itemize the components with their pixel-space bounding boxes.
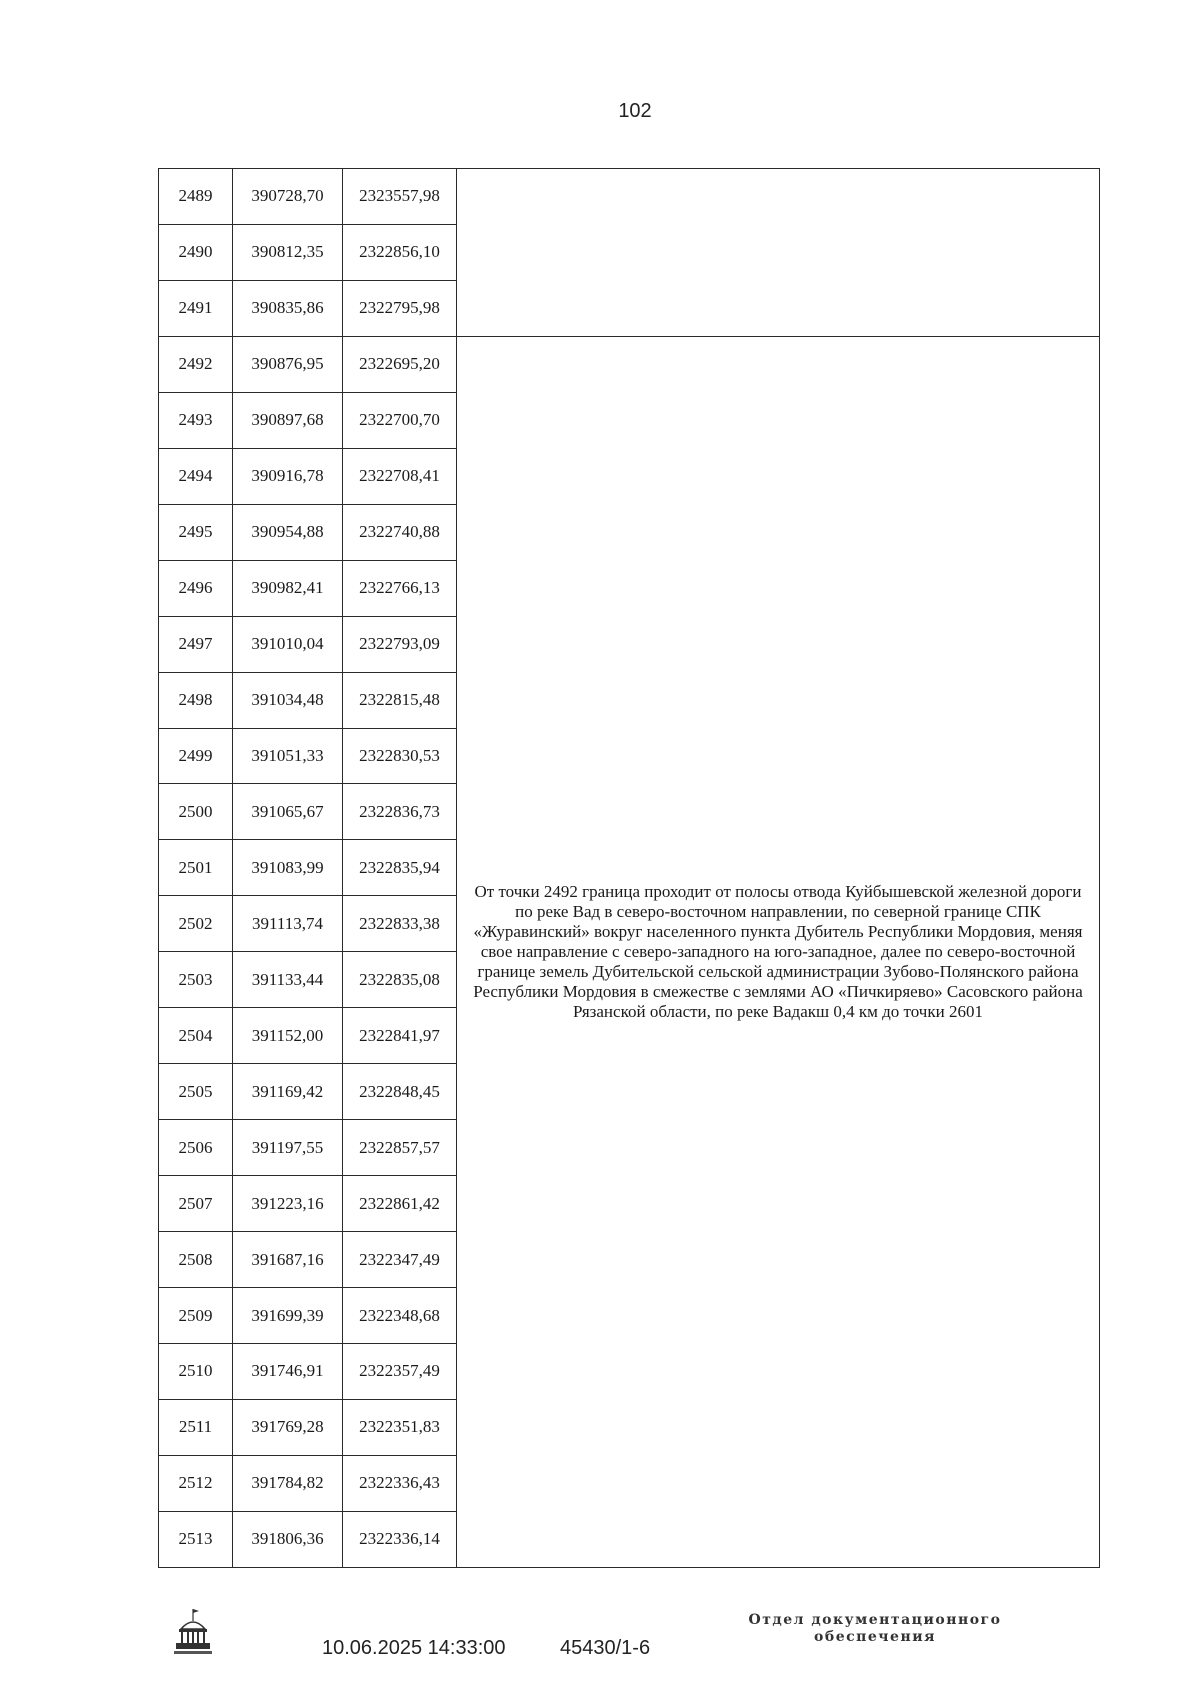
coordinate-y-cell: 2322347,49 xyxy=(343,1232,457,1288)
point-number-cell: 2499 xyxy=(159,728,233,784)
coordinate-x-cell: 391197,55 xyxy=(233,1120,343,1176)
coordinate-y-cell: 2322793,09 xyxy=(343,616,457,672)
footer-datetime: 10.06.2025 14:33:00 xyxy=(322,1637,506,1659)
coordinate-x-cell: 390835,86 xyxy=(233,280,343,336)
coordinate-y-cell: 2322357,49 xyxy=(343,1344,457,1400)
coordinate-y-cell: 2322348,68 xyxy=(343,1288,457,1344)
point-number-cell: 2495 xyxy=(159,504,233,560)
coordinate-x-cell: 390954,88 xyxy=(233,504,343,560)
coordinate-x-cell: 391699,39 xyxy=(233,1288,343,1344)
coordinate-y-cell: 2322836,73 xyxy=(343,784,457,840)
point-number-cell: 2508 xyxy=(159,1232,233,1288)
coordinate-x-cell: 390812,35 xyxy=(233,224,343,280)
table-row xyxy=(159,169,1100,225)
coordinate-y-cell: 2323557,98 xyxy=(343,169,457,225)
point-number-cell: 2493 xyxy=(159,392,233,448)
point-number-cell: 2511 xyxy=(159,1399,233,1455)
coordinate-x-cell: 391113,74 xyxy=(233,896,343,952)
coordinate-y-cell: 2322351,83 xyxy=(343,1399,457,1455)
coordinate-y-cell: 2322700,70 xyxy=(343,392,457,448)
point-number-cell: 2513 xyxy=(159,1511,233,1567)
point-number-cell: 2500 xyxy=(159,784,233,840)
coordinate-x-cell: 390728,70 xyxy=(233,169,343,225)
coordinates-table xyxy=(158,168,1100,1568)
coordinate-y-cell: 2322695,20 xyxy=(343,336,457,392)
department-stamp xyxy=(735,1612,1015,1646)
coordinate-x-cell: 391152,00 xyxy=(233,1008,343,1064)
point-number-cell: 2494 xyxy=(159,448,233,504)
stamp-line-2: обеспечения xyxy=(814,1629,936,1645)
table-row xyxy=(159,336,1100,392)
footer-document-number: 45430/1-6 xyxy=(560,1637,651,1659)
coordinate-y-cell: 2322856,10 xyxy=(343,224,457,280)
coordinate-y-cell: 2322857,57 xyxy=(343,1120,457,1176)
point-number-cell: 2502 xyxy=(159,896,233,952)
point-number-cell: 2501 xyxy=(159,840,233,896)
coordinate-y-cell: 2322740,88 xyxy=(343,504,457,560)
coordinate-x-cell: 391784,82 xyxy=(233,1455,343,1511)
point-number-cell: 2490 xyxy=(159,224,233,280)
coordinate-y-cell: 2322795,98 xyxy=(343,280,457,336)
coordinate-x-cell: 391065,67 xyxy=(233,784,343,840)
point-number-cell: 2509 xyxy=(159,1288,233,1344)
page-number: 102 xyxy=(618,100,652,122)
point-number-cell: 2507 xyxy=(159,1176,233,1232)
coordinate-x-cell: 391133,44 xyxy=(233,952,343,1008)
coordinate-y-cell: 2322336,14 xyxy=(343,1511,457,1567)
coordinate-x-cell: 391223,16 xyxy=(233,1176,343,1232)
coordinate-x-cell: 391010,04 xyxy=(233,616,343,672)
point-number-cell: 2498 xyxy=(159,672,233,728)
coordinate-x-cell: 390876,95 xyxy=(233,336,343,392)
coordinate-x-cell: 390982,41 xyxy=(233,560,343,616)
coordinate-y-cell: 2322766,13 xyxy=(343,560,457,616)
coordinate-x-cell: 391051,33 xyxy=(233,728,343,784)
coordinate-x-cell: 391806,36 xyxy=(233,1511,343,1567)
coordinate-y-cell: 2322708,41 xyxy=(343,448,457,504)
coordinate-y-cell: 2322841,97 xyxy=(343,1008,457,1064)
coordinate-x-cell: 391746,91 xyxy=(233,1344,343,1400)
coordinates-table-body xyxy=(159,169,1100,1568)
point-number-cell: 2506 xyxy=(159,1120,233,1176)
coordinate-x-cell: 390916,78 xyxy=(233,448,343,504)
duma-building-icon xyxy=(172,1607,214,1657)
point-number-cell: 2510 xyxy=(159,1344,233,1400)
point-number-cell: 2504 xyxy=(159,1008,233,1064)
coordinate-x-cell: 391083,99 xyxy=(233,840,343,896)
point-number-cell: 2492 xyxy=(159,336,233,392)
coordinate-x-cell: 391169,42 xyxy=(233,1064,343,1120)
coordinate-y-cell: 2322833,38 xyxy=(343,896,457,952)
point-number-cell: 2512 xyxy=(159,1455,233,1511)
coordinate-y-cell: 2322848,45 xyxy=(343,1064,457,1120)
coordinate-y-cell: 2322336,43 xyxy=(343,1455,457,1511)
coordinate-y-cell: 2322815,48 xyxy=(343,672,457,728)
point-number-cell: 2489 xyxy=(159,169,233,225)
coordinates-table-container xyxy=(158,168,1100,1568)
coordinate-x-cell: 391034,48 xyxy=(233,672,343,728)
coordinate-x-cell: 390897,68 xyxy=(233,392,343,448)
point-number-cell: 2496 xyxy=(159,560,233,616)
point-number-cell: 2505 xyxy=(159,1064,233,1120)
coordinate-x-cell: 391687,16 xyxy=(233,1232,343,1288)
boundary-description-cell: От точки 2492 граница проходит от полосы отвода Куйбышевской железной дороги по реке Вад в северо-восточном направлении, по северной границе СПК «Журавинский» вокруг населенного пункта Дубитель Республики Мордовия, меняя свое направление с северо-западного на юго-западное, далее по северо-восточной границе земель Дубительской сельской администрации Зубово-Полянского района Республики Мордовия в смежестве с землями АО «Пичкиряево» Сасовского района Рязанской области, по реке Вадакш 0,4 км до точки 2601 xyxy=(457,336,1100,1567)
coordinate-x-cell: 391769,28 xyxy=(233,1399,343,1455)
previous-description-cell xyxy=(457,169,1100,337)
point-number-cell: 2497 xyxy=(159,616,233,672)
coordinate-y-cell: 2322861,42 xyxy=(343,1176,457,1232)
coordinate-y-cell: 2322835,94 xyxy=(343,840,457,896)
coordinate-y-cell: 2322835,08 xyxy=(343,952,457,1008)
coordinate-y-cell: 2322830,53 xyxy=(343,728,457,784)
stamp-line-1: Отдел документационного xyxy=(748,1612,1002,1628)
point-number-cell: 2503 xyxy=(159,952,233,1008)
point-number-cell: 2491 xyxy=(159,280,233,336)
